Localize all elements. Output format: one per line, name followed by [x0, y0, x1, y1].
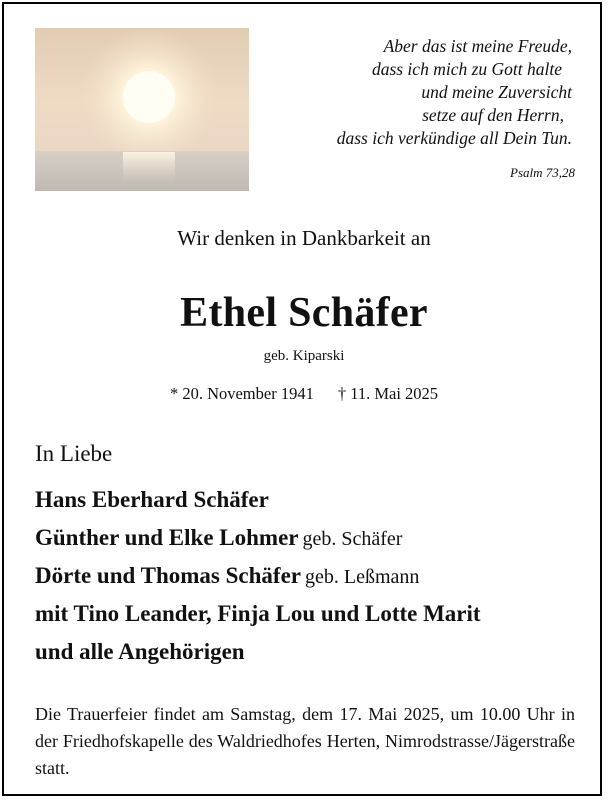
mourner-line	[35, 633, 580, 671]
mourner-line	[35, 557, 580, 595]
sunset-sea-photo	[35, 28, 249, 191]
deceased-name: Ethel Schäfer	[180, 290, 428, 336]
life-dates	[0, 384, 608, 404]
verse-line: setze auf den Herrn,	[422, 105, 564, 125]
verse-line: dass ich mich zu Gott halte	[371, 59, 562, 79]
death-date: † 11. Mai 2025	[337, 384, 439, 403]
mourner-name: Günther und Elke Lohmer	[35, 525, 299, 550]
mourner-line	[35, 519, 580, 557]
birth-date: * 20. November 1941	[169, 384, 314, 403]
mourner-name: mit Tino Leander, Finja Lou und Lotte Marit	[35, 601, 481, 626]
mourner-line	[35, 595, 580, 633]
mourner-name: und alle Angehörigen	[35, 639, 245, 664]
maiden-name: geb. Kiparski	[263, 348, 345, 364]
mourner-name: Hans Eberhard Schäfer	[35, 487, 269, 512]
verse-line: Aber das ist meine Freude,	[383, 36, 572, 56]
bible-verse	[252, 35, 572, 150]
verse-line: dass ich verkündige all Dein Tun.	[336, 128, 572, 148]
mourner-name: Dörte und Thomas Schäfer	[35, 563, 302, 588]
sunset-sea-image	[35, 28, 249, 191]
in-love-label: In Liebe	[35, 441, 113, 466]
mourner-line	[35, 481, 580, 519]
mourners-list	[35, 481, 580, 671]
mourner-birth-name: geb. Schäfer	[302, 528, 403, 550]
intro-text: Wir denken in Dankbarkeit an	[177, 226, 431, 250]
verse-source: Psalm 73,28	[510, 165, 575, 180]
funeral-notice: Die Trauerfeier findet am Samstag, dem 17. Mai 2025, um 10.00 Uhr in der Friedhofskapelle des Waldriedhofes Herten, Nimrodstrasse/Jägerstraße statt.	[35, 704, 575, 778]
verse-line: und meine Zuversicht	[421, 82, 572, 102]
mourner-birth-name: geb. Leßmann	[305, 566, 420, 588]
